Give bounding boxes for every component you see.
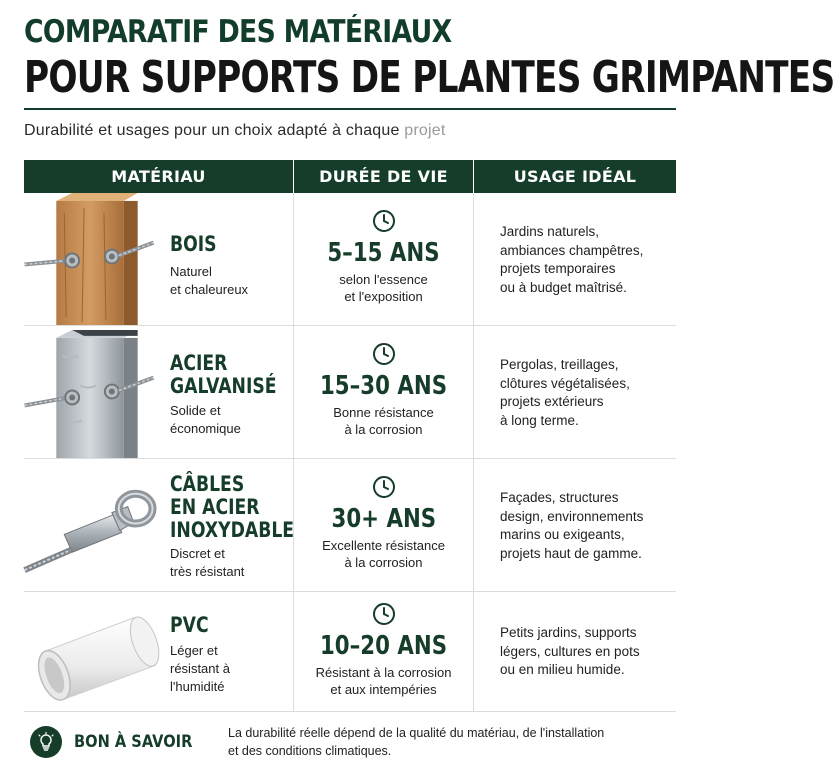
- clock-icon: [372, 342, 396, 366]
- material-description: Discret et très résistant: [170, 546, 245, 579]
- material-name: ACIER GALVANISÉ: [170, 351, 277, 398]
- lifespan-cell: [294, 592, 474, 711]
- table-row: [24, 193, 676, 326]
- lifespan-note: Excellente résistance à la corrosion: [322, 538, 445, 570]
- clock-icon: [372, 475, 396, 499]
- pvc-pipe-icon: [24, 592, 164, 711]
- subtitle: [24, 122, 445, 140]
- material-cell: [24, 193, 294, 325]
- wood-post-icon: [24, 193, 164, 325]
- material-description: Léger et résistant à l'humidité: [170, 643, 230, 694]
- title-line-1: COMPARATIF DES MATÉRIAUX: [24, 14, 452, 50]
- lifespan-value: 5–15 ANS: [327, 238, 440, 268]
- title-line-2: POUR SUPPORTS DE PLANTES GRIMPANTES: [24, 52, 834, 103]
- material-cell: [24, 592, 294, 711]
- lifespan-cell: [294, 193, 474, 325]
- title-rule: [24, 108, 676, 110]
- column-header-lifespan: DURÉE DE VIE: [294, 160, 474, 193]
- clock-icon: [372, 602, 396, 626]
- lightbulb-icon: [30, 726, 62, 758]
- material-name: CÂBLES EN ACIER INOXYDABLE: [170, 472, 295, 542]
- column-header-material: MATÉRIAU: [24, 160, 294, 193]
- subtitle-text: Durabilité et usages pour un choix adapté à chaque: [24, 122, 400, 139]
- steel-cable-icon: [24, 459, 164, 591]
- usage-cell: Façades, structures design, environnements marins ou exigeants, projets haut de gamme.: [500, 490, 644, 561]
- steel-post-icon: [24, 326, 164, 458]
- good-to-know-note: La durabilité réelle dépend de la qualité du matériau, de l'installation et des conditions climatiques.: [228, 726, 605, 758]
- column-header-usage: USAGE IDÉAL: [513, 167, 637, 186]
- table-header: [24, 160, 676, 193]
- material-description: Solide et économique: [170, 403, 241, 436]
- lifespan-cell: [294, 326, 474, 458]
- lifespan-value: 30+ ANS: [331, 504, 436, 534]
- lifespan-value: 10–20 ANS: [319, 631, 448, 661]
- lifespan-note: Résistant à la corrosion et aux intempéries: [315, 665, 452, 697]
- materials-table: [24, 160, 676, 712]
- table-row: [24, 326, 676, 459]
- clock-icon: [372, 209, 396, 233]
- good-to-know-label: BON À SAVOIR: [74, 732, 193, 752]
- material-name: PVC: [170, 613, 209, 637]
- material-cell: [24, 326, 294, 458]
- lifespan-note: selon l'essence et l'exposition: [339, 272, 428, 304]
- material-description: Naturel et chaleureux: [170, 264, 249, 297]
- lifespan-cell: [294, 459, 474, 591]
- subtitle-faded-text: projet: [404, 122, 446, 139]
- table-row: [24, 459, 676, 592]
- usage-cell: Jardins naturels, ambiances champêtres, projets temporaires ou à budget maîtrisé.: [500, 224, 644, 295]
- usage-cell: Pergolas, treillages, clôtures végétalisées, projets extérieurs à long terme.: [500, 357, 630, 428]
- good-to-know-footer: [24, 720, 676, 764]
- material-cell: [24, 459, 294, 591]
- table-row: [24, 592, 676, 712]
- lifespan-note: Bonne résistance à la corrosion: [333, 405, 434, 437]
- lifespan-value: 15–30 ANS: [319, 371, 448, 401]
- material-name: BOIS: [170, 232, 217, 256]
- usage-cell: Petits jardins, supports légers, cultures en pots ou en milieu humide.: [500, 625, 640, 677]
